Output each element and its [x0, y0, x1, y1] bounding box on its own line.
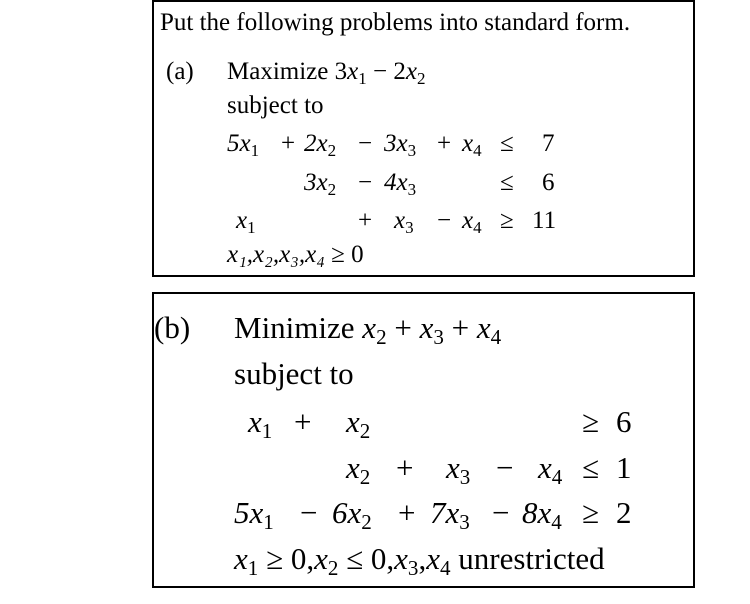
term: $3x_3$: [384, 130, 417, 160]
term: $x_2$: [346, 404, 371, 443]
term: $6x_2$: [332, 495, 372, 534]
operator: −: [437, 207, 452, 234]
part-a-subject-to: subject to: [227, 92, 324, 119]
relation: ≤: [582, 450, 600, 485]
term: $5x_1$: [227, 130, 260, 160]
rhs: 6: [542, 169, 555, 196]
term: $x_1$: [248, 404, 273, 443]
relation: ≥: [582, 495, 600, 530]
term: $x_4$: [462, 130, 482, 160]
rhs: 2: [616, 495, 632, 530]
term: $x_4$: [538, 450, 563, 489]
operator: −: [372, 58, 388, 85]
operator: +: [398, 495, 416, 530]
operator: +: [294, 404, 312, 439]
term: $5x_1$: [234, 495, 274, 534]
objective-word: Minimize: [234, 310, 355, 345]
coef: 3: [334, 58, 348, 85]
term: $x_3$: [394, 207, 414, 237]
relation: ≤: [500, 169, 514, 196]
part-a-objective: [227, 58, 426, 88]
part-b-subject-to: subject to: [234, 356, 354, 391]
operator: +: [281, 130, 296, 157]
relation: ≥: [582, 404, 600, 439]
relation: ≤: [500, 130, 514, 157]
operator: +: [396, 450, 414, 485]
operator: −: [358, 169, 373, 196]
term: $x_2$: [346, 450, 371, 489]
term: $x_3$: [446, 450, 471, 489]
part-a-label: (a): [166, 58, 194, 85]
part-b-label: (b): [154, 310, 191, 345]
term: $3x_2$: [304, 169, 337, 199]
term: $2x_2$: [304, 130, 337, 160]
instructions-text: Put the following problems into standard form.: [160, 9, 631, 36]
var: x: [405, 58, 417, 85]
subscript: 1: [358, 68, 367, 88]
rhs: 6: [616, 404, 632, 439]
term: $x_4$: [462, 207, 482, 237]
part-b-sign-constraints: $x_1 \ge 0,x_2 \le 0,x_3,x_4$ unrestricted: [234, 541, 605, 580]
term: $7x_3$: [430, 495, 470, 534]
part-b-objective: Minimize $x_2 + x_3 + x_4$: [234, 310, 502, 349]
objective-word: Maximize: [227, 58, 329, 85]
operator: +: [437, 130, 452, 157]
term: $4x_3$: [384, 169, 417, 199]
rhs: 1: [616, 450, 632, 485]
term: $8x_4$: [522, 495, 562, 534]
operator: −: [492, 495, 510, 530]
var: x: [347, 58, 359, 85]
subscript: 2: [416, 68, 426, 88]
coef: 2: [393, 58, 406, 85]
operator: −: [496, 450, 514, 485]
operator: −: [358, 130, 373, 157]
operator: −: [300, 495, 318, 530]
part-a-nonnegativity: x₁,x₂,x₃,x₄ ≥ 0: [227, 241, 364, 268]
rhs: 11: [532, 207, 557, 234]
relation: ≥: [500, 207, 514, 234]
operator: +: [358, 207, 373, 234]
rhs: 7: [542, 130, 555, 157]
problem-b-box: [152, 292, 695, 588]
term: $x_1$: [236, 207, 256, 237]
problem-a-box: [152, 0, 695, 277]
